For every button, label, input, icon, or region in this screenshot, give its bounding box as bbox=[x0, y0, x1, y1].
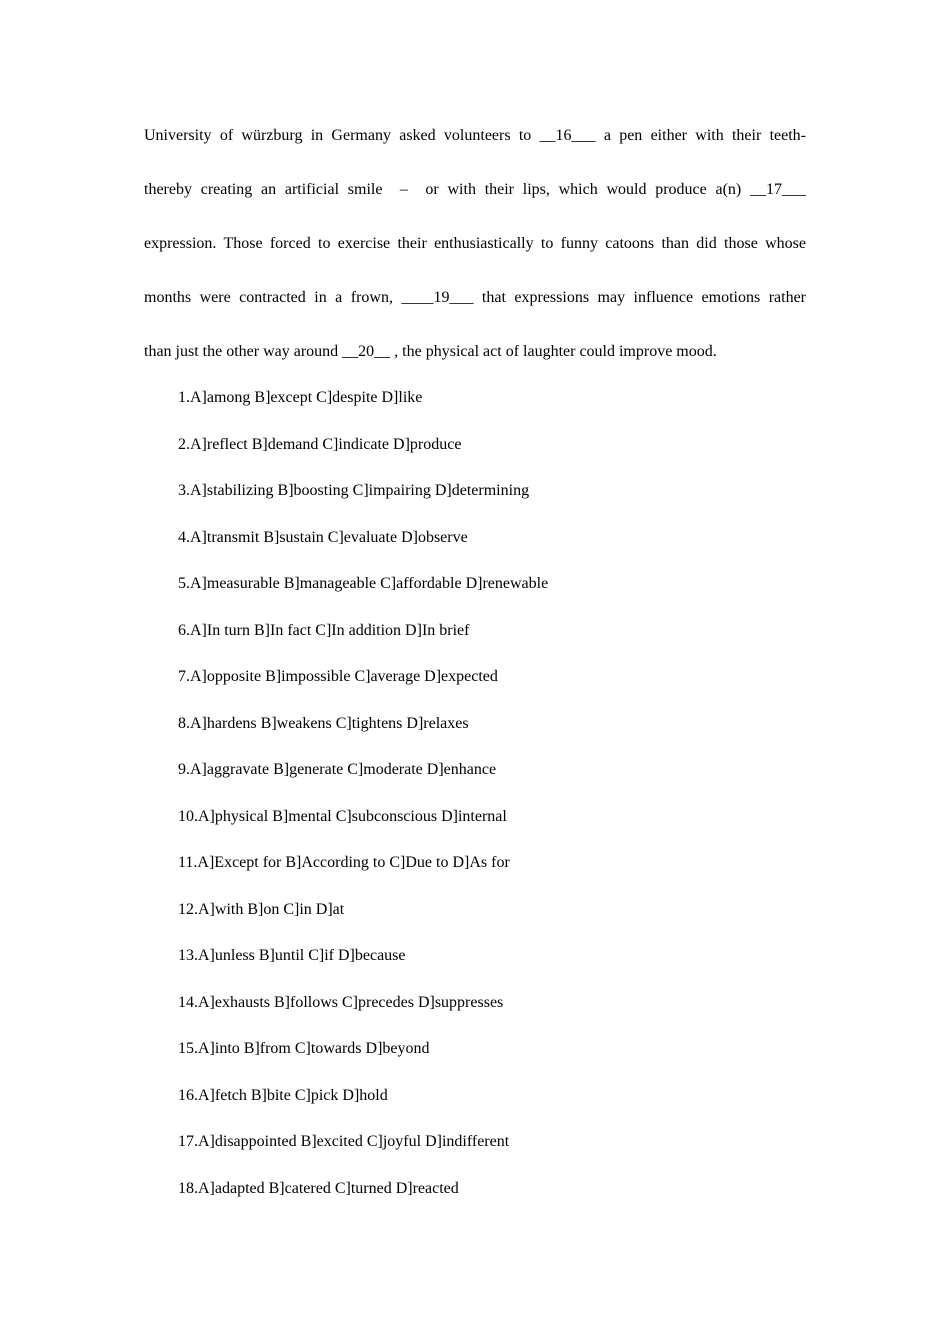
answer-option-15: 15.A]into B]from C]towards D]beyond bbox=[178, 1040, 430, 1057]
passage-line: thereby creating an artificial smile – or with their lips, which would produce a(n) __17___ bbox=[144, 181, 806, 198]
answer-option-13: 13.A]unless B]until C]if D]because bbox=[178, 947, 406, 964]
answer-option-4: 4.A]transmit B]sustain C]evaluate D]observe bbox=[178, 528, 468, 546]
passage-text bbox=[144, 118, 806, 388]
answer-option-3: 3.A]stabilizing B]boosting C]impairing D]determining bbox=[178, 482, 530, 499]
passage-line: University of würzburg in Germany asked volunteers to __16___ a pen either with their teeth- bbox=[144, 127, 806, 144]
answer-option-16: 16.A]fetch B]bite C]pick D]hold bbox=[178, 1086, 388, 1104]
answer-option-14: 14.A]exhausts B]follows C]precedes D]suppresses bbox=[178, 993, 504, 1011]
answer-option-7: 7.A]opposite B]impossible C]average D]expected bbox=[178, 668, 498, 685]
answer-option-17: 17.A]disappointed B]excited C]joyful D]indifferent bbox=[178, 1133, 510, 1150]
answer-options-list bbox=[178, 380, 778, 1217]
answer-option-6: 6.A]In turn B]In fact C]In addition D]In brief bbox=[178, 621, 470, 639]
passage-line: than just the other way around __20__ , the physical act of laughter could improve mood. bbox=[144, 343, 717, 360]
answer-option-12: 12.A]with B]on C]in D]at bbox=[178, 900, 345, 918]
answer-option-8: 8.A]hardens B]weakens C]tightens D]relaxes bbox=[178, 714, 469, 732]
answer-option-9: 9.A]aggravate B]generate C]moderate D]enhance bbox=[178, 761, 497, 778]
answer-option-11: 11.A]Except for B]According to C]Due to D]As for bbox=[178, 854, 510, 871]
answer-option-5: 5.A]measurable B]manageable C]affordable D]renewable bbox=[178, 575, 549, 592]
passage-line: expression. Those forced to exercise their enthusiastically to funny catoons than did those whose bbox=[144, 235, 806, 252]
answer-option-10: 10.A]physical B]mental C]subconscious D]internal bbox=[178, 807, 507, 825]
passage-line: months were contracted in a frown, ____19___ that expressions may influence emotions rather bbox=[144, 289, 806, 306]
answer-option-18: 18.A]adapted B]catered C]turned D]reacted bbox=[178, 1179, 459, 1197]
answer-option-2: 2.A]reflect B]demand C]indicate D]produce bbox=[178, 435, 462, 453]
answer-option-1: 1.A]among B]except C]despite D]like bbox=[178, 389, 423, 406]
